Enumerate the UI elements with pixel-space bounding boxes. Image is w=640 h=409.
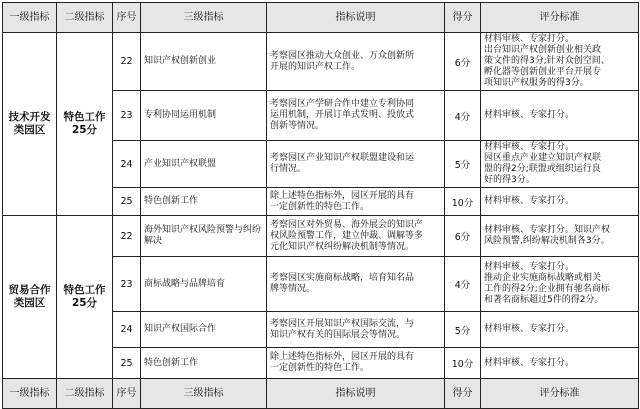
description-line: 行情况。 — [270, 164, 307, 174]
footer-header-score: 得分 — [445, 379, 481, 409]
description-line: 考察园区对外贸易、海外展会的知识产 — [270, 219, 424, 230]
score-cell: 6分 — [445, 216, 481, 257]
description-cell — [267, 141, 445, 188]
criteria-line: 和著名商标超过5件的得2分。 — [484, 295, 604, 305]
description-cell — [267, 33, 445, 91]
description-cell — [267, 216, 445, 257]
indicator-cell: 知识产权国际合作 — [141, 312, 267, 348]
description-line: 创新等情况。 — [270, 121, 325, 131]
indicator-cell: 特色创新工作 — [141, 188, 267, 216]
indicator-cell: 产业知识产权联盟 — [141, 141, 267, 188]
seq-cell: 25 — [113, 188, 141, 216]
indicator-table — [2, 2, 639, 409]
level2-cell: 特色工作25分 — [57, 33, 113, 216]
footer-header-description: 指标说明 — [267, 379, 445, 409]
description-cell — [267, 91, 445, 141]
indicator-cell: 专利协同运用机制 — [141, 91, 267, 141]
description-line: 权风险预警工作，建立仲裁、调解等多 — [270, 230, 424, 241]
seq-cell: 24 — [113, 312, 141, 348]
seq-cell: 24 — [113, 141, 141, 188]
score-cell: 5分 — [445, 312, 481, 348]
footer-header-criteria: 评分标准 — [481, 379, 639, 409]
level1-cell: 贸易合作类园区 — [3, 216, 57, 379]
description-cell — [267, 257, 445, 312]
criteria-line: 好的得3分。 — [484, 175, 535, 185]
description-line: 运用机制，开展订单式发明、投放式 — [270, 110, 415, 120]
criteria-cell — [481, 348, 639, 379]
criteria-line: 盟的得2分;联盟或组织运行良 — [484, 164, 601, 174]
header-score: 得分 — [445, 3, 481, 33]
score-cell: 5分 — [445, 141, 481, 188]
header-level1: 一级指标 — [3, 3, 57, 33]
footer-header-level3: 三级指标 — [141, 379, 267, 409]
criteria-cell — [481, 141, 639, 188]
header-seq: 序号 — [113, 3, 141, 33]
table-body — [3, 3, 639, 379]
table-row — [3, 216, 639, 257]
indicator-cell: 商标战略与品牌培育 — [141, 257, 267, 312]
header-row-top — [3, 3, 639, 33]
seq-cell: 23 — [113, 257, 141, 312]
description-line: 考察园区产业知识产权联盟建设和运 — [270, 153, 415, 163]
level2-cell: 特色工作25分 — [57, 216, 113, 379]
description-line: 一定创新性的特色工作。 — [270, 201, 370, 212]
footer-header-seq: 序号 — [113, 379, 141, 409]
seq-cell: 25 — [113, 348, 141, 379]
description-cell — [267, 348, 445, 379]
criteria-line: 推动企业实施商标战略或相关 — [484, 273, 602, 283]
description-cell — [267, 188, 445, 216]
description-line: 一定创新性的特色工作。 — [270, 363, 370, 373]
footer-header-level2: 二级指标 — [57, 379, 113, 409]
description-line: 牌等情况。 — [270, 284, 316, 294]
criteria-cell — [481, 312, 639, 348]
score-cell: 10分 — [445, 348, 481, 379]
indicator-cell: 海外知识产权风险预警与纠纷解决 — [141, 216, 267, 257]
seq-cell: 22 — [113, 33, 141, 91]
description-line: 开展的知识产权工作。 — [270, 61, 361, 72]
header-level3: 三级指标 — [141, 3, 267, 33]
indicator-cell: 知识产权创新创业 — [141, 33, 267, 91]
footer-header-level1: 一级指标 — [3, 379, 57, 409]
description-line: 考察园区产学研合作中建立专利协同 — [270, 99, 415, 109]
description-line: 除上述特色指标外，园区开展的具有 — [270, 190, 415, 201]
criteria-line: 材料审核、专家打分。 — [484, 357, 575, 368]
criteria-cell — [481, 216, 639, 257]
indicator-cell: 特色创新工作 — [141, 348, 267, 379]
description-line: 元化知识产权纠纷解决机制等情况。 — [270, 241, 415, 252]
criteria-cell — [481, 33, 639, 91]
header-description: 指标说明 — [267, 3, 445, 33]
criteria-line: 风险预警,纠纷解决机制各3分。 — [484, 236, 610, 246]
header-level2: 二级指标 — [57, 3, 113, 33]
score-cell: 4分 — [445, 91, 481, 141]
criteria-cell — [481, 257, 639, 312]
criteria-line: 材料审核、专家打分。 — [484, 196, 575, 206]
description-line: 考察园区实施商标战略，培育知名品 — [270, 273, 415, 283]
criteria-line: 项知识产权服务的得3分。 — [484, 78, 589, 88]
criteria-line: 材料审核、专家打分。 — [484, 110, 575, 120]
score-cell: 10分 — [445, 188, 481, 216]
criteria-line: 出台知识产权创新创业相关政 — [484, 45, 602, 55]
criteria-line: 材料审核、专家打分。知识产权 — [484, 225, 611, 235]
score-cell: 4分 — [445, 257, 481, 312]
description-line: 考察园区推动大众创业、万众创新所 — [270, 50, 415, 61]
criteria-line: 园区重点产业建立知识产权联 — [484, 153, 602, 163]
seq-cell: 23 — [113, 91, 141, 141]
criteria-line: 材料审核、专家打分。 — [484, 262, 575, 272]
criteria-line: 材料审核、专家打分。 — [484, 34, 575, 44]
score-cell: 6分 — [445, 33, 481, 91]
description-cell — [267, 312, 445, 348]
criteria-line: 材料审核、专家打分。 — [484, 142, 575, 152]
table-row — [3, 33, 639, 91]
description-line: 除上述特色指标外，园区开展的具有 — [270, 352, 415, 362]
criteria-line: 工作的得2分;企业拥有驰名商标 — [484, 284, 610, 294]
criteria-cell — [481, 91, 639, 141]
criteria-line: 策文件的得3分;针对众创空间、 — [484, 56, 610, 66]
level1-cell: 技术开发类园区 — [3, 33, 57, 216]
criteria-line: 孵化器等创新创业平台开展专 — [484, 67, 602, 77]
description-line: 知识产权有关的国际展会等情况。 — [270, 329, 406, 340]
description-line: 考察园区开展知识产权国际交流，与 — [270, 318, 415, 329]
header-criteria: 评分标准 — [481, 3, 639, 33]
header-row-bottom — [3, 379, 639, 409]
seq-cell: 22 — [113, 216, 141, 257]
criteria-line: 材料审核、专家打分。 — [484, 324, 575, 334]
criteria-cell — [481, 188, 639, 216]
